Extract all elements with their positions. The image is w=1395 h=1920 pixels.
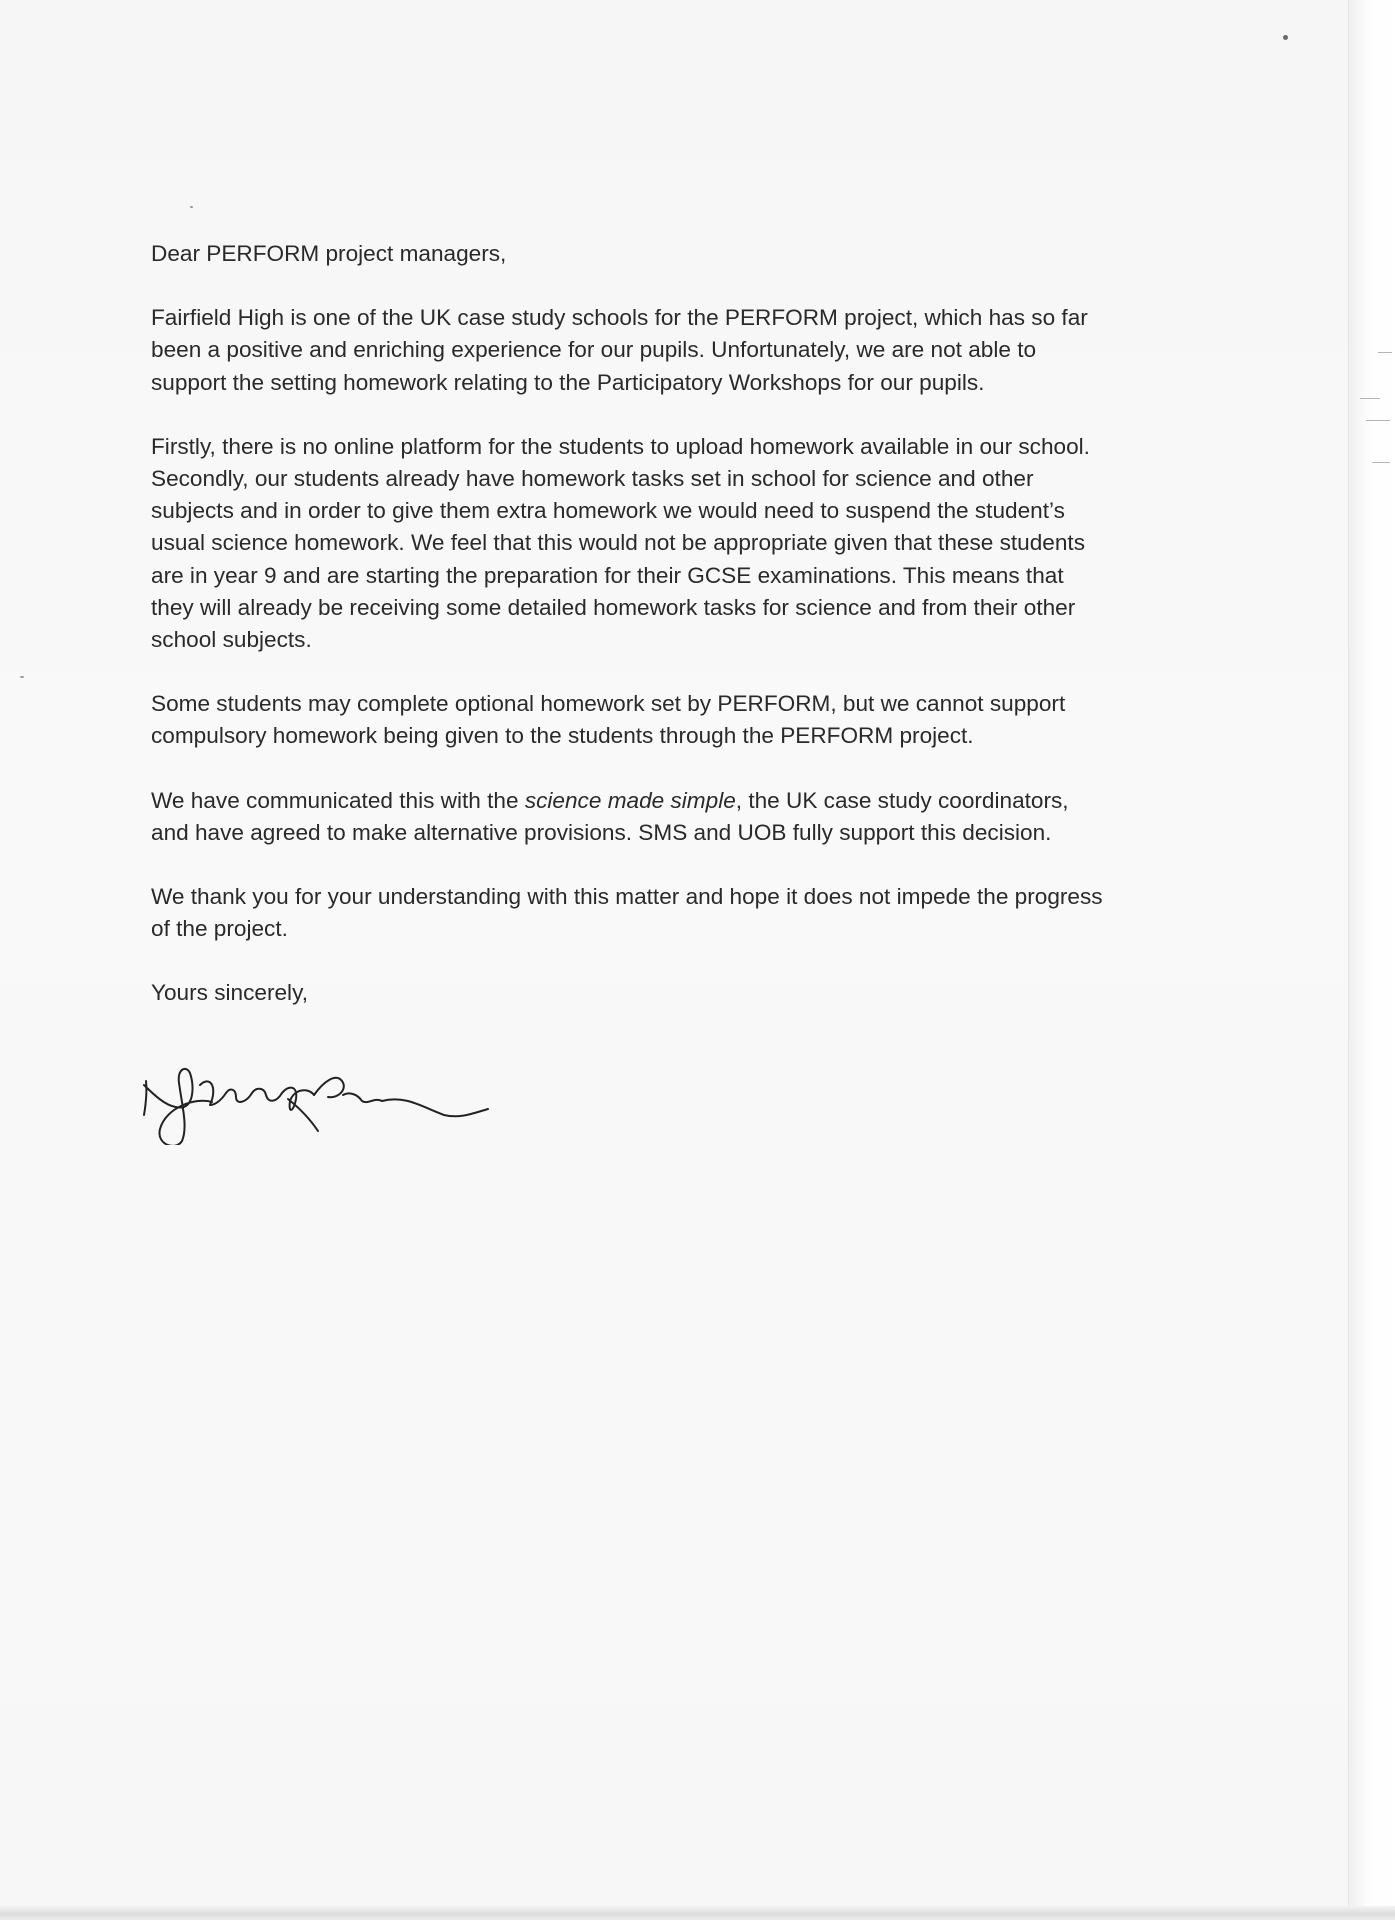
letter-salutation: Dear PERFORM project managers, bbox=[151, 241, 507, 266]
scan-mark bbox=[1378, 352, 1392, 353]
letter-paragraph-2: Firstly, there is no online platform for the students to upload homework available in our school. Secondly, our students already have homework tasks set in school for science and other subjects and in order to give them extra homework we would need to suspend the student’s usual science homework. We feel that this would not be appropriate given that these students are in year 9 and are starting the preparation for their GCSE examinations. This means that they will already be receiving some detailed homework tasks for science and from their other school subjects. bbox=[151, 433, 1090, 653]
page-bottom-edge bbox=[0, 1906, 1395, 1920]
letter-paragraph-3: Some students may complete optional homework set by PERFORM, but we cannot support compulsory homework being given to the students through the PERFORM project. bbox=[151, 691, 1066, 749]
letter-paragraph-4 bbox=[151, 785, 1211, 849]
scan-mark bbox=[1360, 398, 1380, 399]
scan-speck bbox=[1283, 35, 1288, 40]
letter-body bbox=[151, 238, 1211, 1042]
letter-paragraph-5: We thank you for your understanding with this matter and hope it does not impede the progress of the project. bbox=[151, 884, 1103, 942]
italic-project-name: science made simple bbox=[524, 787, 736, 813]
page-right-edge bbox=[1348, 0, 1395, 1920]
scan-mark bbox=[1366, 420, 1390, 421]
scan-speck bbox=[20, 676, 24, 678]
scan-speck bbox=[190, 206, 193, 208]
paragraph-4-text-start: We have communicated this with the bbox=[151, 787, 525, 813]
scan-mark bbox=[1372, 462, 1390, 463]
handwritten-signature-icon bbox=[138, 1045, 518, 1145]
paragraph-4-text-end: , the UK case study coordinators, and have agreed to make alternative provisions. SMS and UOB fully support this decision. bbox=[151, 787, 1069, 845]
letter-closing: Yours sincerely, bbox=[151, 980, 308, 1006]
letter-paragraph-1: Fairfield High is one of the UK case study schools for the PERFORM project, which has so far been a positive and enriching experience for our pupils. Unfortunately, we are not able to support the setting homework relating to the Participatory Workshops for our pupils. bbox=[151, 305, 1088, 395]
